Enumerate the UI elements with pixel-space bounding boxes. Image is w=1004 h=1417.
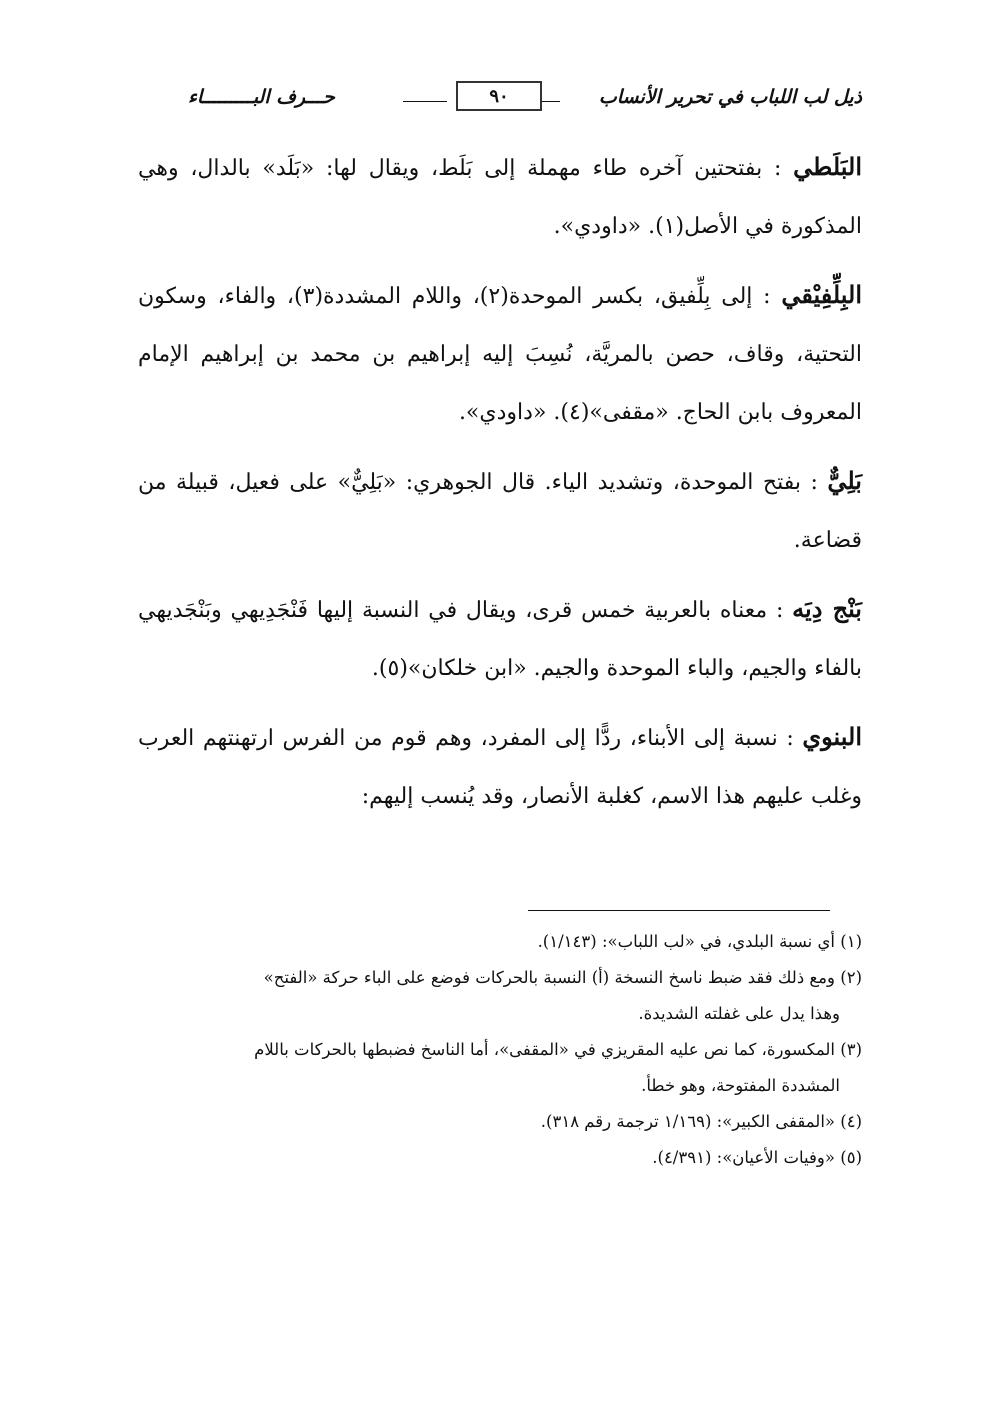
entry-text: : بفتح الموحدة، وتشديد الياء. قال الجوهري: «بَلِيٌّ» على فعيل، قبيلة من قضاعة. — [138, 470, 862, 553]
entry-banj-diyah — [138, 580, 862, 698]
footnote-text: «المقفى الكبير»: (١/١٦٩ ترجمة رقم ٣١٨). — [540, 1112, 835, 1131]
entry-head: بَنْج دِيَه — [792, 594, 862, 623]
main-text — [138, 138, 862, 836]
footnote-4 — [138, 1104, 862, 1140]
entry-text: : معناه بالعربية خمس قرى، ويقال في النسبة إليها فَنْجَدِيهي وبَنْجَديهي بالفاء والجيم، والباء الموحدة والجيم. «ابن خلكان»(٥). — [138, 598, 862, 681]
footnote-continuation: المشددة المفتوحة، وهو خطأ. — [641, 1076, 840, 1095]
entry-head: بَلِيٌّ — [827, 466, 862, 495]
header-rule-right — [540, 101, 560, 102]
page-number-box — [456, 81, 542, 111]
footnote-5 — [138, 1140, 862, 1176]
header-rule-left — [403, 101, 447, 102]
footnotes — [138, 924, 862, 1176]
section-title: حـــرف البـــــــــاء — [188, 86, 335, 108]
footnote-3 — [138, 1032, 862, 1104]
entry-head: البِلِّفِيْقي — [781, 280, 863, 309]
entry-head: البنوي — [802, 722, 862, 751]
footnote-number: (٣) — [840, 1040, 862, 1059]
footnote-text: ومع ذلك فقد ضبط ناسخ النسخة (أ) النسبة بالحركات فوضع على الباء حركة «الفتح» — [263, 968, 835, 987]
footnote-text: «وفيات الأعيان»: (٤/٣٩١). — [652, 1148, 835, 1167]
running-header — [140, 80, 862, 120]
footnote-2 — [138, 960, 862, 1032]
entry-banawi — [138, 708, 862, 826]
entry-text: : بفتحتين آخره طاء مهملة إلى بَلَط، ويقال لها: «بَلَد» بالدال، وهي المذكورة في الأصل(١). «داودي». — [138, 156, 862, 239]
entry-billifiqi — [138, 266, 862, 442]
entry-text: : إلى بِلِّفيق، بكسر الموحدة(٢)، واللام المشددة(٣)، والفاء، وسكون التحتية، وقاف، حصن بالمريَّة، نُسِبَ إليه إبراهيم بن محمد بن إبراهيم الإمام المعروف بابن الحاج. «مقفى»(٤). «داودي». — [138, 284, 862, 425]
footnote-separator — [528, 910, 830, 911]
footnote-1 — [138, 924, 862, 960]
entry-text: : نسبة إلى الأبناء، ردًّا إلى المفرد، وهم قوم من الفرس ارتهنتهم العرب وغلب عليهم هذا الاسم، كغلبة الأنصار، وقد يُنسب إليهم: — [138, 726, 862, 809]
footnote-continuation: وهذا يدل على غفلته الشديدة. — [638, 1004, 840, 1023]
footnote-number: (٤) — [840, 1112, 862, 1131]
footnote-text: أي نسبة البلدي، في «لب اللباب»: (١/١٤٣). — [537, 932, 835, 951]
entry-baliyy — [138, 452, 862, 570]
footnote-number: (٢) — [840, 968, 862, 987]
entry-baltai — [138, 138, 862, 256]
page-number: ٩٠ — [489, 85, 509, 107]
footnote-text: المكسورة، كما نص عليه المقريزي في «المقفى»، أما الناسخ فضبطها بالحركات باللام — [254, 1040, 835, 1059]
footnote-number: (١) — [840, 932, 862, 951]
entry-head: البَلَطي — [793, 152, 862, 181]
book-title: ذيل لب اللباب في تحرير الأنساب — [598, 86, 862, 108]
footnote-number: (٥) — [840, 1148, 862, 1167]
